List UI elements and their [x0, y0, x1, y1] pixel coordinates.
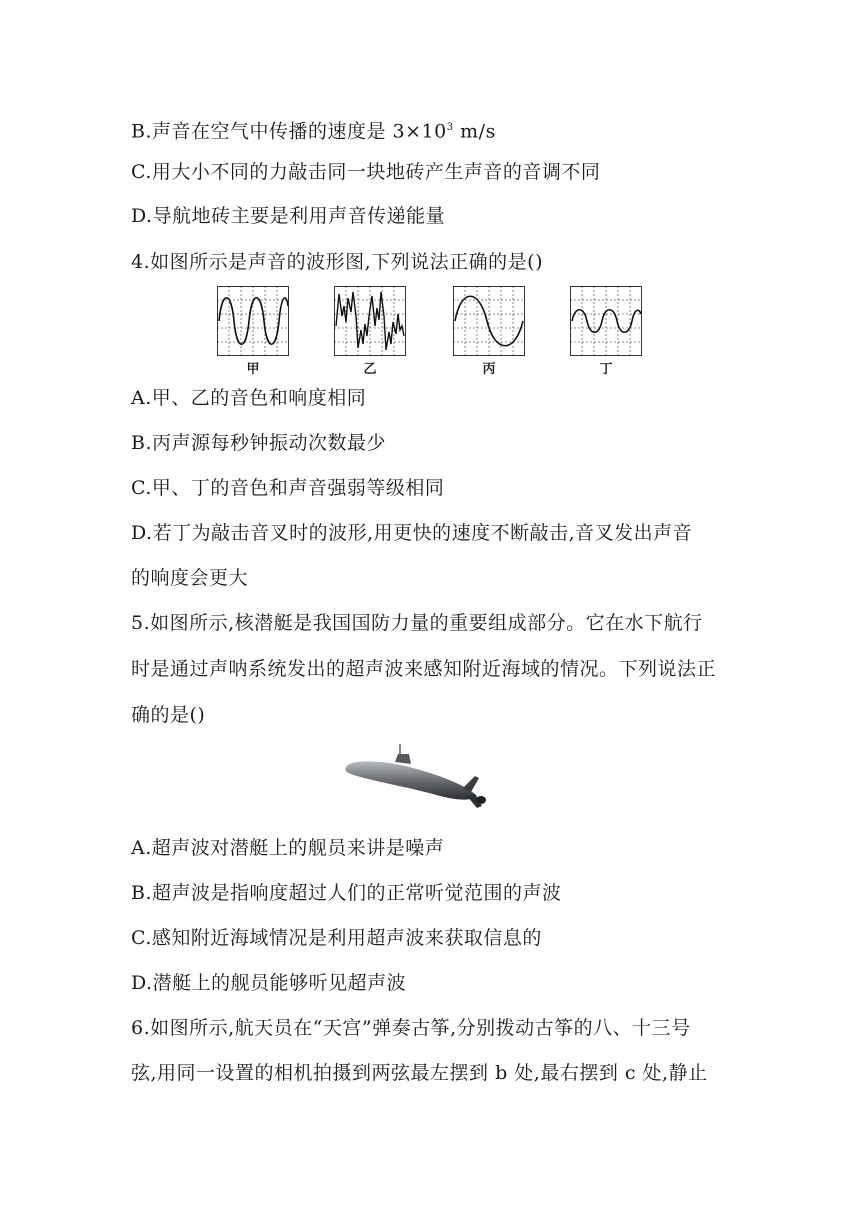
waveform-caption-ding: 丁: [599, 362, 613, 377]
waveform-caption-jia: 甲: [246, 362, 260, 377]
waveform-caption-yi: 乙: [363, 362, 377, 377]
submarine-image: [343, 742, 489, 816]
q4-option-d-line2: 的响度会更大: [131, 567, 249, 589]
q3-option-b-text: B.声音在空气中传播的速度是 3×10: [131, 120, 447, 143]
unit: m/s: [453, 120, 496, 143]
waveform-yi: [334, 286, 406, 356]
q4-option-c: C.甲、丁的音色和声音强弱等级相同: [131, 477, 445, 499]
q4-stem: 4.如图所示是声音的波形图,下列说法正确的是(): [131, 251, 543, 273]
q5-option-b: B.超声波是指响度超过人们的正常听觉范围的声波: [131, 882, 562, 904]
q5-option-a: A.超声波对潜艇上的舰员来讲是噪声: [131, 837, 445, 859]
waveform-jia: [217, 286, 289, 356]
q3-option-c: C.用大小不同的力敲击同一块地砖产生声音的音调不同: [131, 161, 601, 183]
q5-stem-line3: 确的是(): [131, 704, 206, 726]
q6-stem-line2: 弦,用同一设置的相机拍摄到两弦最左摆到 b 处,最右摆到 c 处,静止: [131, 1062, 708, 1084]
q5-stem-line1: 5.如图所示,核潜艇是我国国防力量的重要组成部分。它在水下航行: [131, 612, 703, 634]
waveform-ding: [570, 286, 642, 356]
q4-option-d-line1: D.若丁为敲击音叉时的波形,用更快的速度不断敲击,音叉发出声音: [131, 522, 693, 544]
q6-stem-line1: 6.如图所示,航天员在“天宫”弹奏古筝,分别拨动古筝的八、十三号: [131, 1017, 691, 1039]
q3-option-d: D.导航地砖主要是利用声音传递能量: [131, 205, 446, 227]
waveform-caption-bing: 丙: [482, 362, 496, 377]
waveform-bing: [453, 286, 525, 356]
q3-option-b: [131, 114, 496, 145]
q5-option-d: D.潜艇上的舰员能够听见超声波: [131, 972, 407, 994]
q5-option-c: C.感知附近海域情况是利用超声波来获取信息的: [131, 927, 542, 949]
q4-option-a: A.甲、乙的音色和响度相同: [131, 387, 367, 409]
exponent: 3: [446, 122, 454, 133]
q4-option-b: B.丙声源每秒钟振动次数最少: [131, 432, 387, 454]
q5-stem-line2: 时是通过声呐系统发出的超声波来感知附近海域的情况。下列说法正: [131, 658, 717, 680]
